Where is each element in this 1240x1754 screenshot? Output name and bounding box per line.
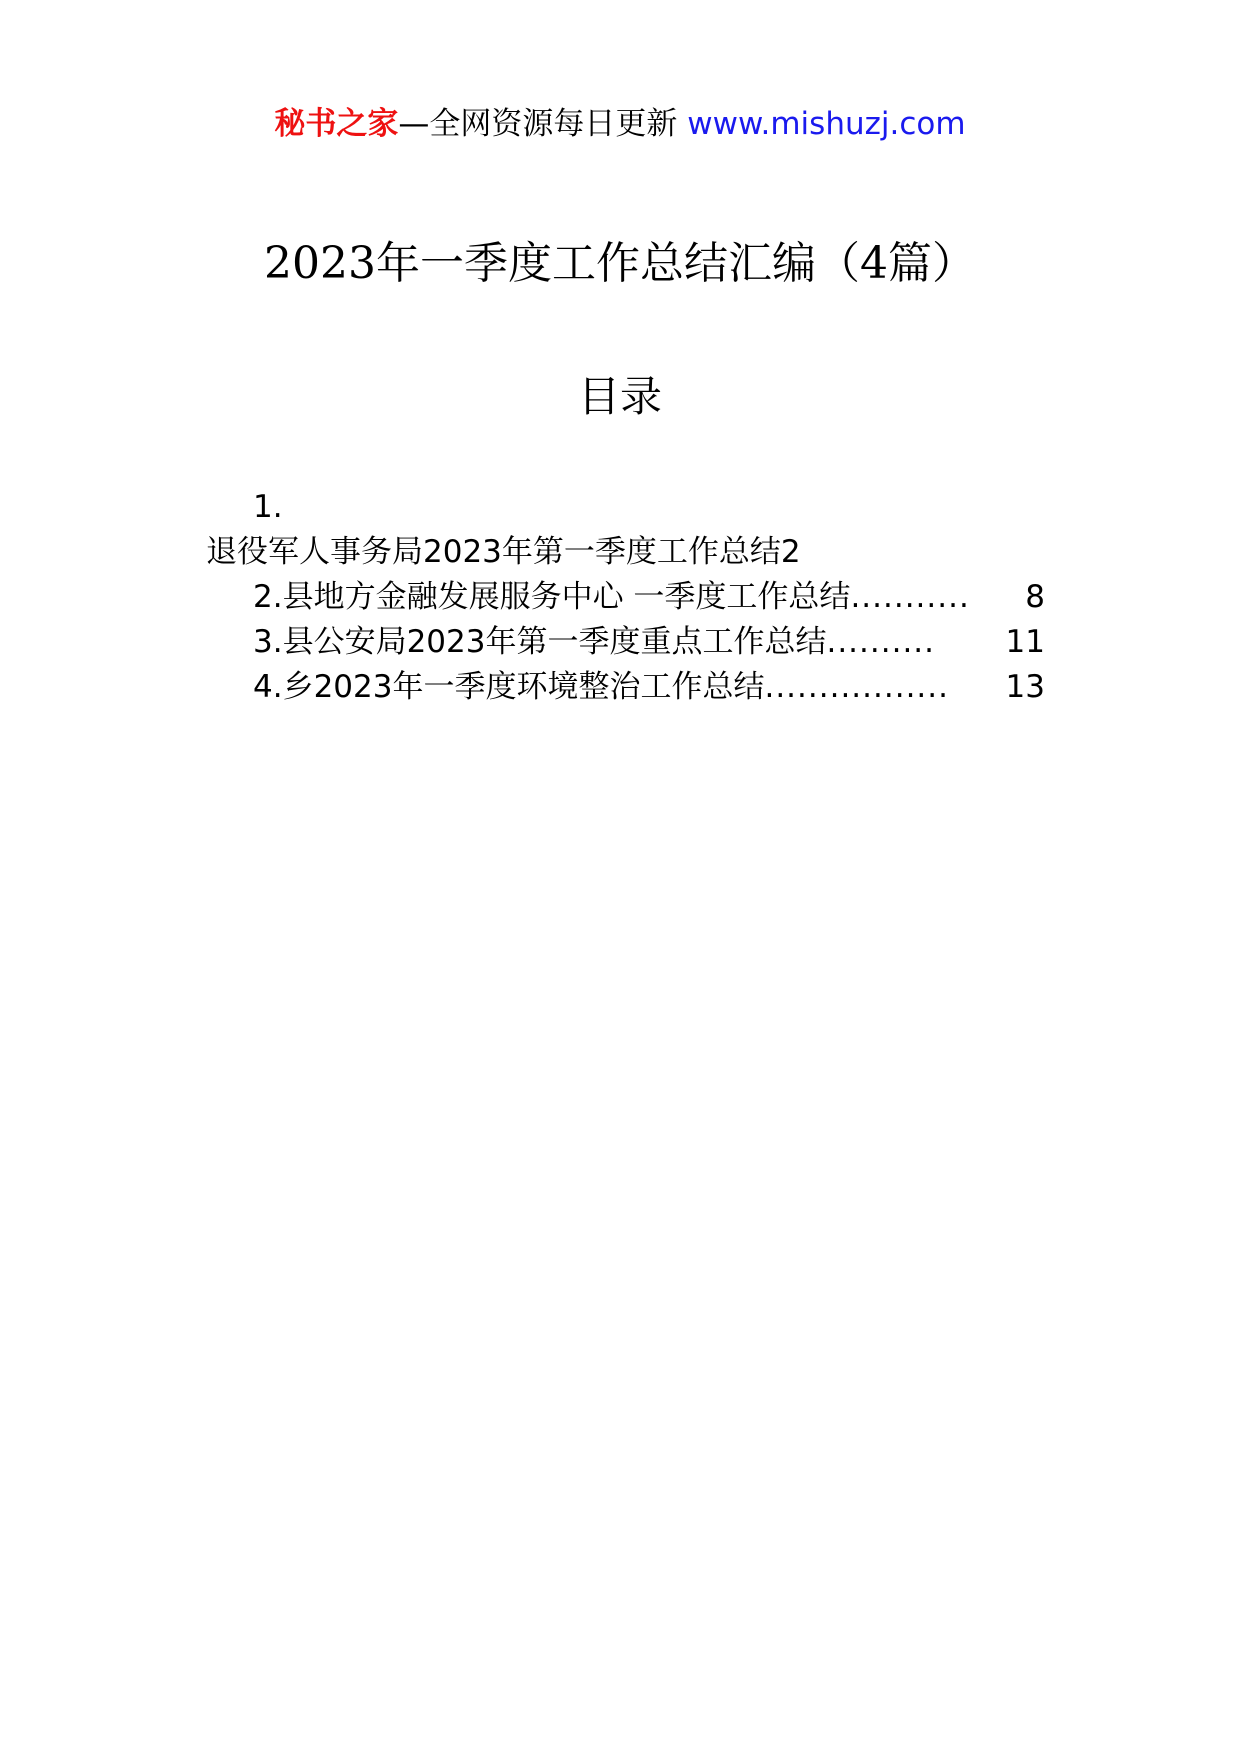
toc-entry-3-page: 11 — [1005, 624, 1045, 660]
site-slogan: —全网资源每日更新 — [398, 106, 688, 142]
toc-entry-1[interactable] — [206, 530, 801, 575]
toc-entry-3-title: 3.县公安局2023年第一季度重点工作总结 — [253, 624, 827, 660]
toc-entry-2-leader: ........... — [850, 579, 970, 615]
toc-entry-2-page: 8 — [1025, 579, 1045, 615]
toc-entry-3[interactable] — [253, 620, 1045, 665]
toc-entry-2-title: 2.县地方金融发展服务中心 一季度工作总结 — [253, 579, 851, 615]
toc-entry-4[interactable] — [253, 665, 1045, 710]
toc-entry-1-number[interactable]: 1. — [253, 489, 283, 525]
toc-entry-1-title: 退役军人事务局2023年第一季度工作总结 — [206, 534, 781, 570]
toc-entry-4-page: 13 — [1005, 669, 1045, 705]
toc-entry-1-page: 2 — [780, 534, 801, 570]
brand-name: 秘书之家 — [274, 106, 399, 142]
toc-entry-4-title: 4.乡2023年一季度环境整治工作总结 — [253, 669, 765, 705]
toc-heading: 目录 — [577, 372, 662, 421]
document-title: 2023年一季度工作总结汇编（4篇） — [264, 238, 976, 289]
toc-entry-4-leader: ................. — [764, 669, 949, 705]
toc-entry-3-leader: .......... — [826, 624, 936, 660]
site-url-link[interactable]: www.mishuzj.com — [687, 106, 966, 142]
site-banner — [0, 100, 1240, 148]
toc-entry-2[interactable] — [253, 575, 1045, 620]
